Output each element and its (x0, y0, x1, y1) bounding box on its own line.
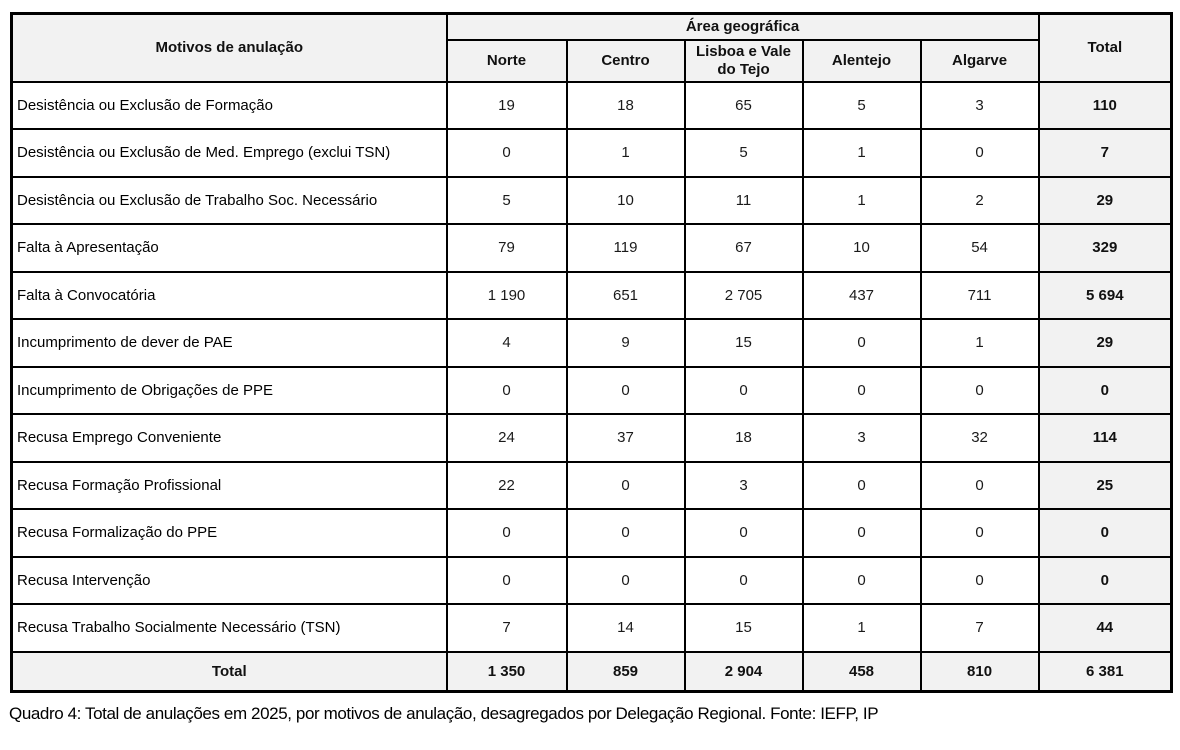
cell-norte: 0 (447, 129, 567, 177)
cell-norte: 0 (447, 509, 567, 557)
total-row-label: Total (12, 652, 447, 692)
row-label: Recusa Formalização do PPE (12, 509, 447, 557)
cell-algarve: 0 (921, 367, 1039, 415)
cell-alentejo: 1 (803, 604, 921, 652)
table-row (12, 414, 1172, 462)
cell-lisboa-vale-tejo: 15 (685, 319, 803, 367)
cell-centro: 18 (567, 82, 685, 130)
column-header-algarve: Algarve (921, 40, 1039, 82)
row-label: Recusa Trabalho Socialmente Necessário (TSN) (12, 604, 447, 652)
table-caption: Quadro 4: Total de anulações em 2025, por motivos de anulação, desagregados por Delegação Regional. Fonte: IEFP, IP (9, 704, 879, 723)
cell-lisboa-vale-tejo: 11 (685, 177, 803, 225)
total-cell-alentejo: 458 (803, 652, 921, 692)
table-row (12, 367, 1172, 415)
row-label: Incumprimento de Obrigações de PPE (12, 367, 447, 415)
cell-alentejo: 0 (803, 557, 921, 605)
cell-alentejo: 0 (803, 319, 921, 367)
cell-centro: 14 (567, 604, 685, 652)
anulacoes-table (10, 12, 1173, 693)
column-header-norte: Norte (447, 40, 567, 82)
total-cell-lisboa-vale-tejo: 2 904 (685, 652, 803, 692)
row-label: Desistência ou Exclusão de Med. Emprego (exclui TSN) (12, 129, 447, 177)
cell-algarve: 54 (921, 224, 1039, 272)
cell-row-total: 5 694 (1039, 272, 1172, 320)
cell-row-total: 110 (1039, 82, 1172, 130)
cell-row-total: 114 (1039, 414, 1172, 462)
row-label: Recusa Intervenção (12, 557, 447, 605)
table-row (12, 319, 1172, 367)
cell-algarve: 0 (921, 557, 1039, 605)
cell-algarve: 0 (921, 462, 1039, 510)
cell-alentejo: 5 (803, 82, 921, 130)
row-label: Falta à Convocatória (12, 272, 447, 320)
cell-lisboa-vale-tejo: 0 (685, 509, 803, 557)
header-row-top (12, 14, 1172, 40)
cell-lisboa-vale-tejo: 18 (685, 414, 803, 462)
cell-centro: 1 (567, 129, 685, 177)
total-cell-algarve: 810 (921, 652, 1039, 692)
cell-algarve: 7 (921, 604, 1039, 652)
row-label: Incumprimento de dever de PAE (12, 319, 447, 367)
cell-lisboa-vale-tejo: 5 (685, 129, 803, 177)
table-row (12, 129, 1172, 177)
table-row (12, 557, 1172, 605)
cell-lisboa-vale-tejo: 2 705 (685, 272, 803, 320)
cell-algarve: 0 (921, 509, 1039, 557)
cell-centro: 0 (567, 462, 685, 510)
total-cell-norte: 1 350 (447, 652, 567, 692)
cell-row-total: 0 (1039, 367, 1172, 415)
cell-alentejo: 1 (803, 129, 921, 177)
cell-algarve: 3 (921, 82, 1039, 130)
cell-norte: 4 (447, 319, 567, 367)
cell-alentejo: 1 (803, 177, 921, 225)
column-header-total: Total (1039, 14, 1172, 82)
cell-centro: 0 (567, 557, 685, 605)
cell-centro: 10 (567, 177, 685, 225)
cell-norte: 0 (447, 367, 567, 415)
table-row (12, 82, 1172, 130)
column-header-alentejo: Alentejo (803, 40, 921, 82)
cell-row-total: 44 (1039, 604, 1172, 652)
cell-algarve: 1 (921, 319, 1039, 367)
cell-norte: 7 (447, 604, 567, 652)
cell-lisboa-vale-tejo: 3 (685, 462, 803, 510)
total-cell-centro: 859 (567, 652, 685, 692)
row-label: Recusa Emprego Conveniente (12, 414, 447, 462)
cell-alentejo: 3 (803, 414, 921, 462)
table-header (12, 14, 1172, 82)
row-label: Recusa Formação Profissional (12, 462, 447, 510)
cell-alentejo: 437 (803, 272, 921, 320)
cell-norte: 5 (447, 177, 567, 225)
cell-row-total: 0 (1039, 509, 1172, 557)
column-header-area-geografica: Área geográfica (447, 14, 1039, 40)
cell-centro: 0 (567, 509, 685, 557)
cell-centro: 37 (567, 414, 685, 462)
cell-centro: 9 (567, 319, 685, 367)
cell-row-total: 25 (1039, 462, 1172, 510)
cell-centro: 0 (567, 367, 685, 415)
cell-algarve: 711 (921, 272, 1039, 320)
table-footer (12, 652, 1172, 692)
cell-row-total: 7 (1039, 129, 1172, 177)
table-row (12, 462, 1172, 510)
cell-alentejo: 0 (803, 462, 921, 510)
cell-algarve: 2 (921, 177, 1039, 225)
row-label: Desistência ou Exclusão de Trabalho Soc. Necessário (12, 177, 447, 225)
table-row (12, 272, 1172, 320)
cell-norte: 19 (447, 82, 567, 130)
table-row (12, 224, 1172, 272)
table-body (12, 82, 1172, 652)
cell-algarve: 32 (921, 414, 1039, 462)
cell-row-total: 0 (1039, 557, 1172, 605)
cell-alentejo: 0 (803, 367, 921, 415)
cell-row-total: 29 (1039, 319, 1172, 367)
row-label: Desistência ou Exclusão de Formação (12, 82, 447, 130)
cell-alentejo: 0 (803, 509, 921, 557)
cell-lisboa-vale-tejo: 0 (685, 557, 803, 605)
total-row (12, 652, 1172, 692)
cell-norte: 0 (447, 557, 567, 605)
cell-norte: 24 (447, 414, 567, 462)
column-header-centro: Centro (567, 40, 685, 82)
table-row (12, 509, 1172, 557)
row-label: Falta à Apresentação (12, 224, 447, 272)
cell-norte: 1 190 (447, 272, 567, 320)
cell-row-total: 29 (1039, 177, 1172, 225)
cell-norte: 79 (447, 224, 567, 272)
cell-centro: 119 (567, 224, 685, 272)
cell-lisboa-vale-tejo: 67 (685, 224, 803, 272)
table-row (12, 604, 1172, 652)
cell-alentejo: 10 (803, 224, 921, 272)
total-cell-grand-total: 6 381 (1039, 652, 1172, 692)
cell-algarve: 0 (921, 129, 1039, 177)
column-header-lisboa-vale-tejo: Lisboa e Vale do Tejo (685, 40, 803, 82)
cell-lisboa-vale-tejo: 65 (685, 82, 803, 130)
cell-norte: 22 (447, 462, 567, 510)
table-row (12, 177, 1172, 225)
cell-row-total: 329 (1039, 224, 1172, 272)
cell-lisboa-vale-tejo: 0 (685, 367, 803, 415)
cell-centro: 651 (567, 272, 685, 320)
column-header-motivos: Motivos de anulação (12, 14, 447, 82)
cell-lisboa-vale-tejo: 15 (685, 604, 803, 652)
